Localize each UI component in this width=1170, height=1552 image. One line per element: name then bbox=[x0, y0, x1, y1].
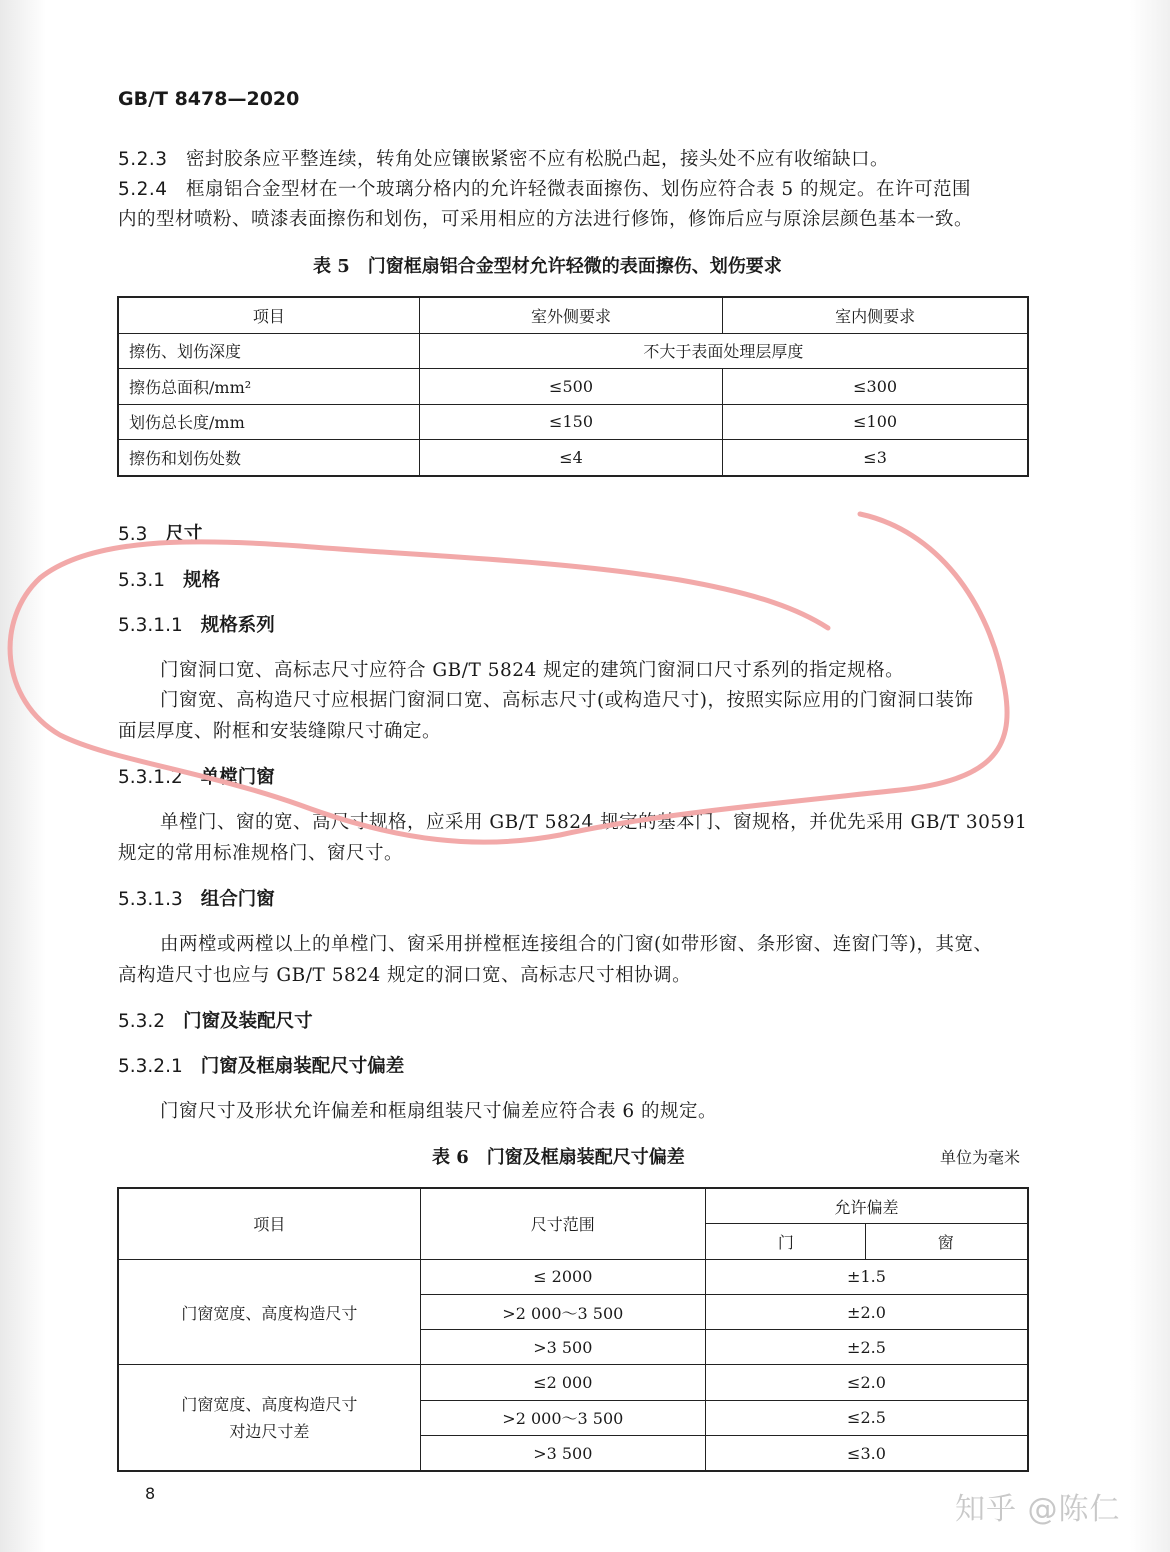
watermark: 知乎 @陈仁 bbox=[955, 1492, 1121, 1527]
paragraph-5-3-1-3-line2: 高构造尺寸也应与 GB/T 5824 规定的洞口宽、高标志尺寸相协调。 bbox=[118, 965, 692, 986]
table-6-label: 表 6 bbox=[432, 1147, 469, 1168]
page-edge-shadow-right bbox=[1130, 0, 1170, 1552]
paragraph-5-3-1-1-a: 门窗洞口宽、高标志尺寸应符合 GB/T 5824 规定的建筑门窗洞口尺寸系列的指定规格。 bbox=[160, 660, 905, 681]
heading-5-3-2 bbox=[118, 1007, 313, 1033]
header-item: 项目 bbox=[118, 1188, 420, 1259]
row-range: >3 500 bbox=[420, 1330, 705, 1365]
heading-number: 5.3.1.1 bbox=[118, 615, 183, 636]
heading-number: 5.3 bbox=[118, 524, 148, 545]
group-item-label: 门窗宽度、高度构造尺寸 bbox=[181, 1303, 358, 1323]
table-6-unit: 单位为毫米 bbox=[940, 1148, 1021, 1167]
heading-number: 5.3.2.1 bbox=[118, 1056, 183, 1077]
heading-5-3-1-2 bbox=[118, 763, 275, 789]
heading-5-3-2-1 bbox=[118, 1052, 404, 1078]
row-value: ±2.0 bbox=[705, 1294, 1028, 1329]
heading-title: 组合门窗 bbox=[200, 889, 275, 910]
header-allowance: 允许偏差 bbox=[705, 1188, 1028, 1224]
heading-number: 5.3.1 bbox=[118, 570, 166, 591]
header-range: 尺寸范围 bbox=[420, 1188, 705, 1259]
header-window: 窗 bbox=[865, 1224, 1028, 1259]
table-header-row bbox=[118, 297, 1028, 333]
clause-text-line1: 框扇铝合金型材在一个玻璃分格内的允许轻微表面擦伤、划伤应符合表 5 的规定。在许可范围 bbox=[185, 179, 972, 200]
paragraph-5-3-1-3-line1: 由两樘或两樘以上的单樘门、窗采用拼樘框连接组合的门窗(如带形窗、条形窗、连窗门等)，其宽、 bbox=[160, 934, 993, 955]
row-range: >3 500 bbox=[420, 1436, 705, 1472]
row-value: ≤3.0 bbox=[705, 1436, 1028, 1472]
row-range: ≤2 000 bbox=[420, 1365, 705, 1400]
page-edge-shadow-left bbox=[0, 0, 46, 1552]
table-5-label: 表 5 bbox=[313, 256, 350, 277]
row-merged-value: 不大于表面处理层厚度 bbox=[419, 333, 1028, 369]
group-item-label: 门窗宽度、高度构造尺寸 bbox=[181, 1394, 358, 1414]
row-value: ±2.5 bbox=[705, 1330, 1028, 1365]
row-value: ≤2.0 bbox=[705, 1365, 1028, 1400]
heading-5-3-1-3 bbox=[118, 885, 275, 911]
header-inner: 室内侧要求 bbox=[723, 297, 1028, 333]
header-door: 门 bbox=[705, 1224, 865, 1259]
heading-title: 规格系列 bbox=[200, 615, 275, 636]
row-inner: ≤3 bbox=[723, 440, 1028, 476]
heading-number: 5.3.1.3 bbox=[118, 889, 183, 910]
heading-title: 门窗及框扇装配尺寸偏差 bbox=[200, 1056, 405, 1077]
row-value: ±1.5 bbox=[705, 1259, 1028, 1294]
heading-number: 5.3.2 bbox=[118, 1011, 166, 1032]
table-row bbox=[118, 440, 1028, 476]
heading-5-3-1-1 bbox=[118, 611, 275, 637]
row-range: ≤ 2000 bbox=[420, 1259, 705, 1294]
group-item bbox=[118, 1259, 420, 1365]
header-item: 项目 bbox=[118, 297, 419, 333]
section-5-2-3 bbox=[118, 145, 889, 171]
clause-text: 密封胶条应平整连续，转角处应镶嵌紧密不应有松脱凸起，接头处不应有收缩缺口。 bbox=[185, 149, 889, 170]
group-item bbox=[118, 1365, 420, 1471]
row-inner: ≤300 bbox=[723, 369, 1028, 405]
row-outer: ≤4 bbox=[419, 440, 722, 476]
clause-number: 5.2.3 bbox=[118, 149, 168, 170]
heading-title: 规格 bbox=[183, 570, 221, 591]
table-6-title: 门窗及框扇装配尺寸偏差 bbox=[486, 1147, 685, 1168]
table-row bbox=[118, 333, 1028, 369]
row-item: 擦伤总面积/mm² bbox=[118, 369, 419, 405]
table-5-caption bbox=[313, 252, 782, 278]
row-range: >2 000～3 500 bbox=[420, 1400, 705, 1435]
row-item: 擦伤、划伤深度 bbox=[118, 333, 419, 369]
row-outer: ≤150 bbox=[419, 404, 722, 440]
table-6-caption bbox=[432, 1143, 685, 1169]
section-5-2-4 bbox=[118, 175, 971, 201]
row-inner: ≤100 bbox=[723, 404, 1028, 440]
table-5-title: 门窗框扇铝合金型材允许轻微的表面擦伤、划伤要求 bbox=[367, 256, 782, 277]
clause-number: 5.2.4 bbox=[118, 179, 168, 200]
paragraph-5-3-1-2-line2: 规定的常用标准规格门、窗尺寸。 bbox=[118, 843, 404, 864]
table-row bbox=[118, 404, 1028, 440]
row-range: >2 000～3 500 bbox=[420, 1294, 705, 1329]
clause-text-line2: 内的型材喷粉、喷漆表面擦伤和划伤，可采用相应的方法进行修饰，修饰后应与原涂层颜色基本一致。 bbox=[118, 209, 974, 230]
row-item: 擦伤和划伤处数 bbox=[118, 440, 419, 476]
table-row bbox=[118, 1365, 1028, 1400]
standard-code: GB/T 8478—2020 bbox=[118, 88, 300, 110]
table-header-row bbox=[118, 1188, 1028, 1224]
header-outer: 室外侧要求 bbox=[419, 297, 722, 333]
paragraph-5-3-1-1-b-line2: 面层厚度、附框和安装缝隙尺寸确定。 bbox=[118, 721, 442, 742]
row-item: 划伤总长度/mm bbox=[118, 404, 419, 440]
paragraph-5-3-2-1: 门窗尺寸及形状允许偏差和框扇组装尺寸偏差应符合表 6 的规定。 bbox=[160, 1101, 718, 1122]
row-outer: ≤500 bbox=[419, 369, 722, 405]
table-row bbox=[118, 1259, 1028, 1294]
group-item-sublabel: 对边尺寸差 bbox=[229, 1421, 310, 1441]
page-number: 8 bbox=[145, 1484, 156, 1503]
heading-5-3 bbox=[118, 520, 202, 546]
heading-title: 单樘门窗 bbox=[200, 767, 275, 788]
row-value: ≤2.5 bbox=[705, 1400, 1028, 1435]
heading-5-3-1 bbox=[118, 566, 220, 592]
table-6 bbox=[117, 1187, 1029, 1472]
paragraph-5-3-1-2-line1: 单樘门、窗的宽、高尺寸规格，应采用 GB/T 5824 规定的基本门、窗规格，并优先采用 GB/T 30591 bbox=[160, 812, 1028, 833]
heading-title: 尺寸 bbox=[165, 524, 203, 545]
heading-title: 门窗及装配尺寸 bbox=[183, 1011, 313, 1032]
heading-number: 5.3.1.2 bbox=[118, 767, 183, 788]
table-5 bbox=[117, 296, 1029, 477]
paragraph-5-3-1-1-b-line1: 门窗宽、高构造尺寸应根据门窗洞口宽、高标志尺寸(或构造尺寸)，按照实际应用的门窗洞口装饰 bbox=[160, 690, 974, 711]
table-row bbox=[118, 369, 1028, 405]
